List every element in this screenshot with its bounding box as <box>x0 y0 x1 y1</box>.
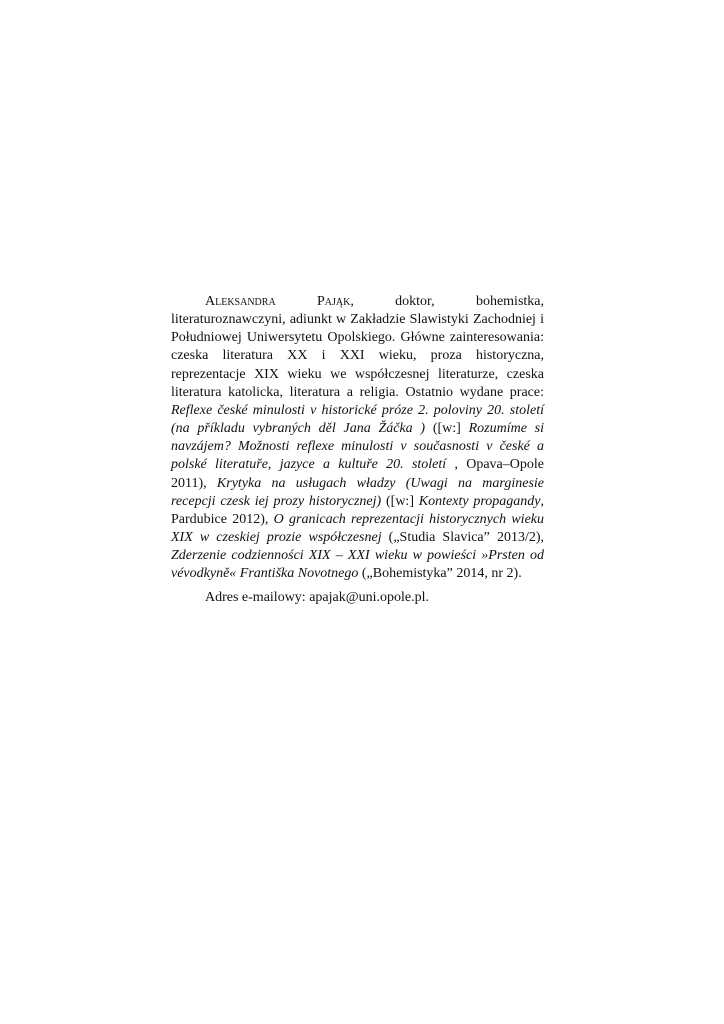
publication-title: Reflexe české minulosti v historické próze 2. poloviny 20. století (na příkladu vybraných děl Jana Žáčka ) <box>171 402 544 437</box>
publication-title: Rozumíme si navzájem? Možnosti reflexe minulosti v současnosti v české a polské literatuře, jazyce a kultuře 20. století <box>171 421 544 473</box>
bio-text-segment: („Bohemistyka” 2014, nr 2). <box>358 566 522 582</box>
author-name: Aleksandra Pająk <box>205 294 351 309</box>
email-paragraph: Adres e-mailowy: apajak@uni.opole.pl. <box>205 589 429 605</box>
publication-title: Krytyka na usługach władzy (Uwagi na marginesie recepcji czesk iej prozy historycznej) <box>171 475 544 509</box>
bio-text-segment: ([w:] <box>381 493 419 509</box>
bio-text-segment: („Studia Slavica” 2013/2), <box>381 530 544 546</box>
publication-title: Zderzenie codzienności XIX – XXI wieku w powieści »Prsten od vévodkyně« Františka Novotnego <box>171 548 544 582</box>
bio-text-segment: ([w:] <box>425 421 469 437</box>
bio-text-segment: , Pardubice 2012), <box>171 493 544 527</box>
bio-text-segment: , doktor, bohemistka, literaturoznawczyni, adiunkt w Zakładzie Slawistyki Zachodniej i Południowej Uniwersytetu Opolskiego. Główne zainteresowania: czeska literatura XX i XXI wieku, proza historyczna, reprezentacje XIX wieku we współczesnej literaturze, czeska literatura katolicka, literatura a religia. Ostatnio wydane prace: <box>171 294 544 400</box>
bio-text-segment: , Opava–Opole 2011), <box>171 457 544 491</box>
publication-title: O granicach reprezentacji historycznych wieku XIX w czeskiej prozie współczesnej <box>171 511 544 546</box>
author-bio <box>171 293 544 607</box>
bio-paragraph <box>171 293 544 584</box>
publication-title: Kontexty propagandy <box>418 493 541 509</box>
